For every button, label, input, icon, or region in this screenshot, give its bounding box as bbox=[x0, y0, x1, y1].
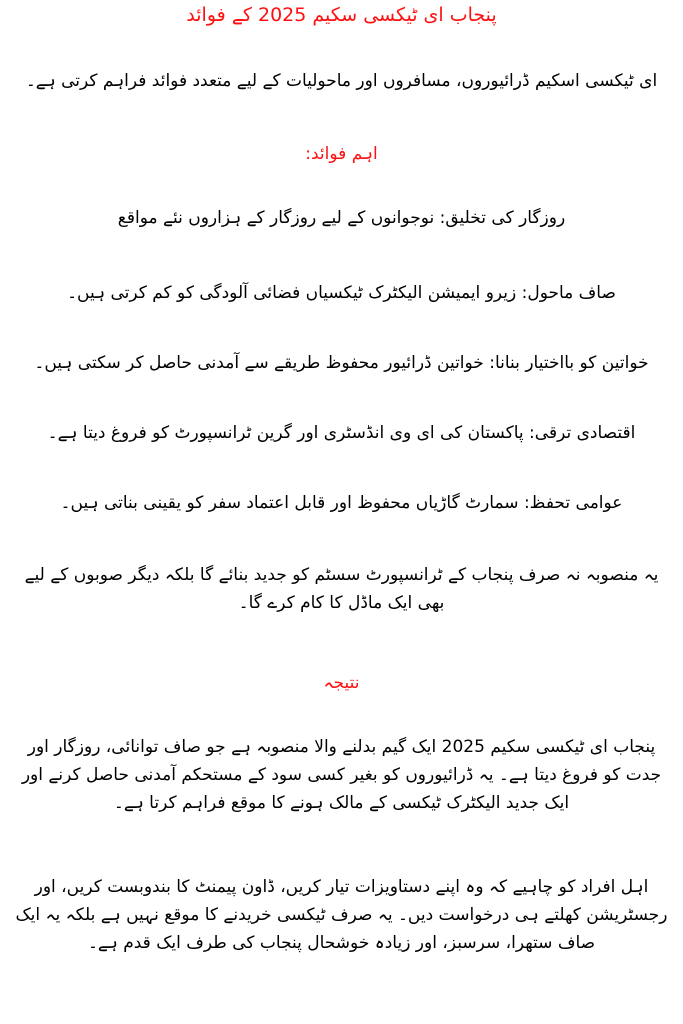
benefit-label: عوامی تحفظ: bbox=[523, 493, 623, 513]
model-statement-paragraph: یہ منصوبہ نہ صرف پنجاب کے ٹرانسپورٹ سسٹم کو جدید بنائے گا بلکہ دیگر صوبوں کے لیے بھی ایک ماڈل کا کام کرے گا۔ bbox=[24, 565, 659, 613]
benefit-text: زیرو ایمیشن الیکٹرک ٹیکسیاں فضائی آلودگی کو کم کرتی ہیں۔ bbox=[67, 283, 517, 303]
benefit-item-clean-environment bbox=[0, 280, 683, 306]
conclusion-paragraph-2: اہل افراد کو چاہیے کہ وہ اپنے دستاویزات تیار کریں، ڈاون پیمنٹ کا بندوبست کریں، اور رجسٹریشن کھلتے ہی درخواست دیں۔ یہ صرف ٹیکسی خریدنے کا موقع نہیں ہے بلکہ یہ ایک صاف ستھرا، سرسبز، اور زیادہ خوشحال پنجاب کی طرف ایک قدم ہے۔ bbox=[15, 877, 668, 953]
benefit-label: صاف ماحول: bbox=[521, 283, 616, 303]
intro-paragraph: ای ٹیکسی اسکیم ڈرائیوروں، مسافروں اور ماحولیات کے لیے متعدد فوائد فراہم کرتی ہے۔ bbox=[25, 71, 658, 91]
benefit-text: خواتین ڈرائیور محفوظ طریقے سے آمدنی حاصل کر سکتی ہیں۔ bbox=[34, 353, 484, 373]
benefit-item-employment bbox=[0, 205, 683, 231]
conclusion-heading: نتیجہ bbox=[323, 673, 360, 693]
benefit-item-economic-growth bbox=[0, 420, 683, 446]
conclusion-paragraph-1: پنجاب ای ٹیکسی سکیم 2025 ایک گیم بدلنے والا منصوبہ ہے جو صاف توانائی، روزگار اور جدت کو فروغ دیتا ہے۔ یہ ڈرائیوروں کو بغیر کسی سود کے مستحکم آمدنی حاصل کرنے اور ایک جدید الیکٹرک ٹیکسی کے مالک ہونے کا موقع فراہم کرتا ہے۔ bbox=[21, 737, 662, 813]
benefit-label: اقتصادی ترقی: bbox=[529, 423, 636, 443]
benefit-text: پاکستان کی ای وی انڈسٹری اور گرین ٹرانسپورٹ کو فروغ دیتا ہے۔ bbox=[47, 423, 524, 443]
benefit-label: خواتین کو بااختیار بنانا: bbox=[489, 353, 649, 373]
benefit-text: نوجوانوں کے لیے روزگار کے ہزاروں نئے مواقع bbox=[117, 208, 435, 228]
benefit-text: سمارٹ گاڑیاں محفوظ اور قابل اعتماد سفر کو یقینی بناتی ہیں۔ bbox=[60, 493, 519, 513]
benefit-item-women-empowerment bbox=[0, 350, 683, 376]
key-benefits-heading: اہم فوائد: bbox=[305, 144, 378, 164]
document-title: پنجاب ای ٹیکسی سکیم 2025 کے فوائد bbox=[186, 4, 497, 26]
benefit-label: روزگار کی تخلیق: bbox=[439, 208, 566, 228]
benefit-item-public-safety bbox=[0, 490, 683, 516]
